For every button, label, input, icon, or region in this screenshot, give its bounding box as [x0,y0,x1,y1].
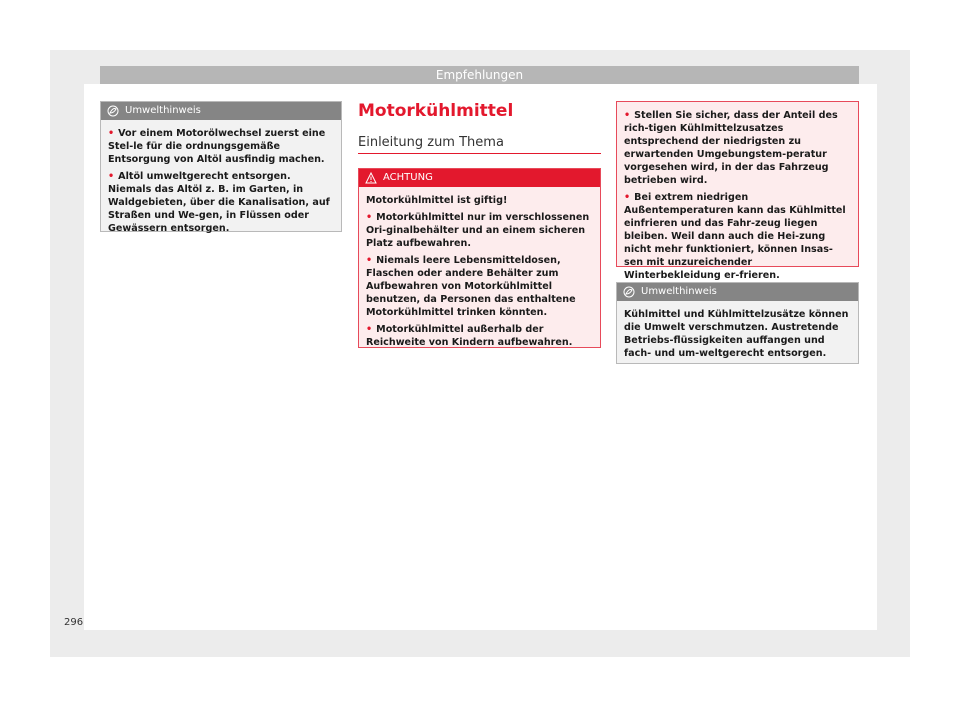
environment-note-header [101,102,341,120]
bullet-icon: • [366,324,373,335]
section-subtitle: Einleitung zum Thema [358,135,504,150]
bullet-icon: • [108,171,115,182]
environment-note-header-2 [617,283,858,301]
leaf-icon [623,286,635,298]
warning-continuation-body [617,102,858,289]
leaf-icon [107,105,119,117]
bullet-icon: • [108,128,115,139]
bullet-icon: • [624,110,631,121]
list-item: • Niemals leere Lebensmitteldosen, Flaschen oder andere Behälter zum Aufbewahren von Motorkühlmittel benutzen, da Personen das enthaltene Motorkühlmittel trinken könnten. [366,255,576,318]
list-item: • Bei extrem niedrigen Außentemperaturen kann das Kühlmittel einfrieren und das Fahr-zeug liegen bleiben. Weil dann auch die Hei-zung nicht mehr funktioniert, können Insas-sen mit unzureichender Winterbekleidung er-frieren. [624,192,846,281]
bullet-icon: • [624,192,631,203]
list-item: • Vor einem Motorölwechsel zuerst eine Stel-le für die ordnungsgemäße Entsorgung von Altöl ausfindig machen. [108,128,326,165]
bullet-icon: • [366,255,373,266]
environment-note-body [101,120,341,242]
section-title: Motorkühlmittel [358,101,514,121]
chapter-header: Empfehlungen [100,66,859,84]
environment-note-title: Umwelthinweis [125,105,201,116]
warning-triangle-icon [365,172,377,184]
warning-continuation-box [616,101,859,281]
list-item: • Motorkühlmittel nur im verschlossenen Ori-ginalbehälter und an einem sicheren Platz aufbewahren. [366,212,590,249]
environment-note-box-2 [616,282,859,364]
warning-box [358,168,601,348]
environment-note-body-2: Kühlmittel und Kühlmittelzusätze können die Umwelt verschmutzen. Austretende Betriebs-flüssigkeiten auffangen und fach- und um-weltgerecht entsorgen. [624,309,849,359]
bullet-icon: • [366,212,373,223]
list-item: • Altöl umweltgerecht entsorgen. Niemals das Altöl z. B. im Garten, in Waldgebieten, über die Kanalisation, auf Straßen und We-gen, in Flüssen oder Gewässern entsorgen. [108,171,330,234]
warning-intro: Motorkühlmittel ist giftig! [366,195,508,206]
list-item: • Stellen Sie sicher, dass der Anteil des rich-tigen Kühlmittelzusatzes entsprechend der niedrigsten zu erwartenden Umgebungstem-peratur vorgesehen wird, in der das Fahrzeug betrieben wird. [624,110,838,186]
page-number: 296 [64,617,84,628]
warning-body [359,187,600,356]
subtitle-divider [358,153,601,154]
list-item: • Motorkühlmittel außerhalb der Reichweite von Kindern aufbewahren. [366,324,573,348]
environment-note-box [100,101,342,232]
environment-note-title-2: Umwelthinweis [641,286,717,297]
warning-header [359,169,600,187]
warning-title: ACHTUNG [383,172,433,183]
